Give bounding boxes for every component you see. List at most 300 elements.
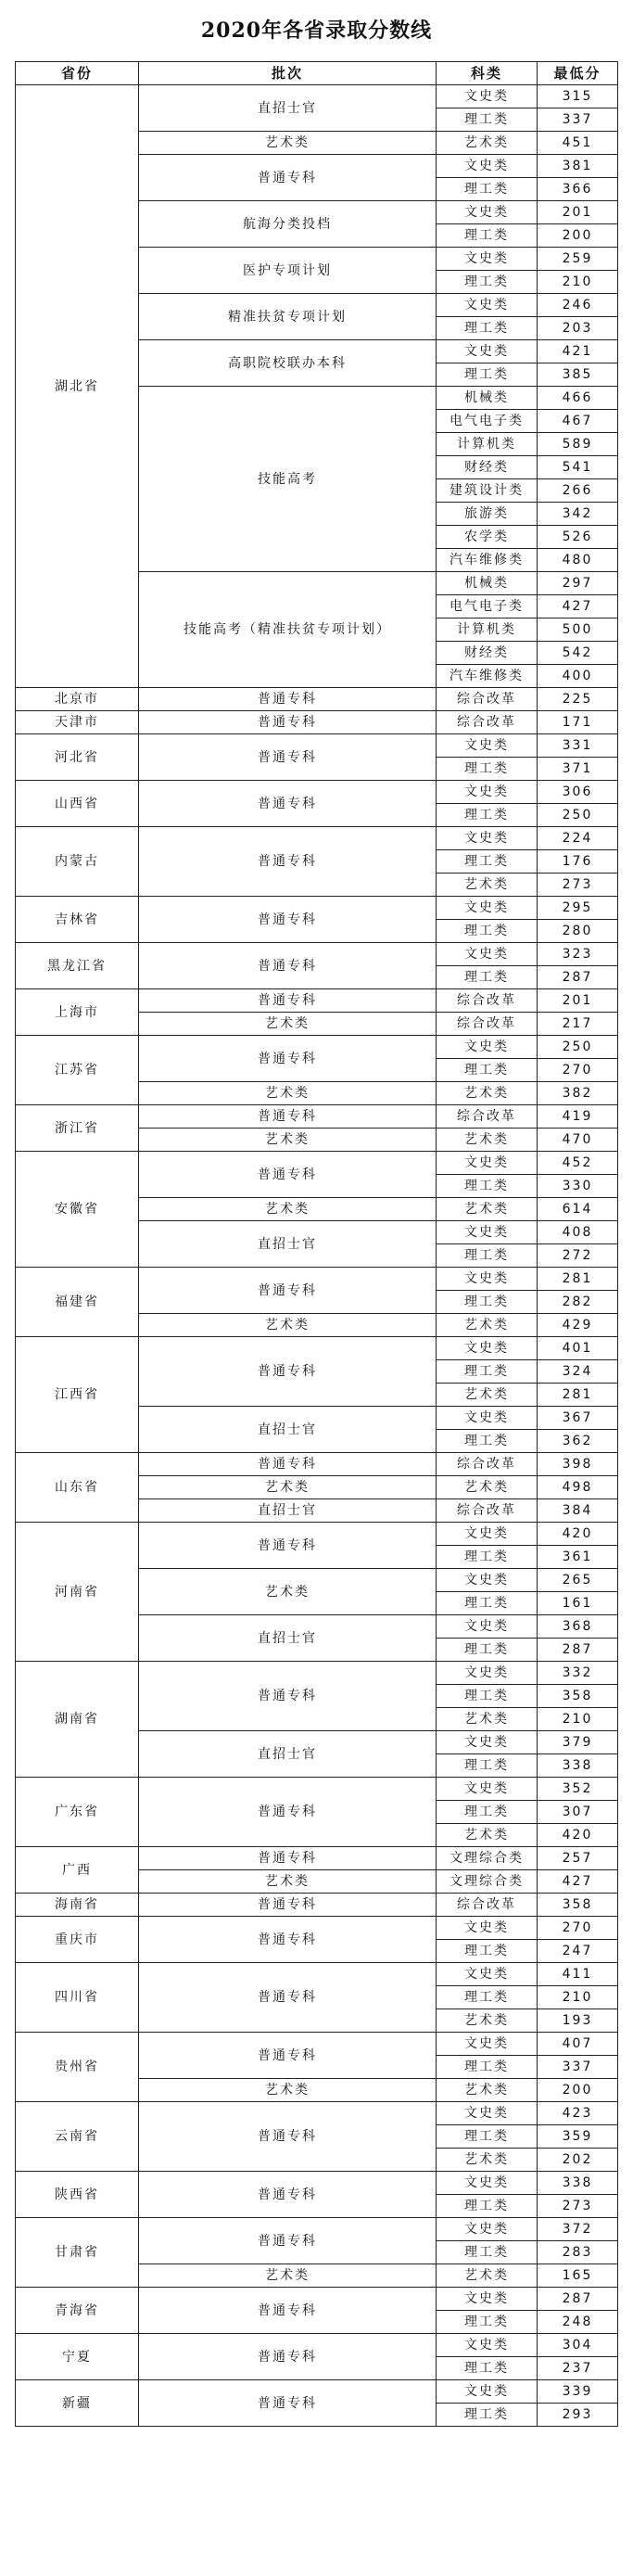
min-score-cell: 359 [538,2125,618,2149]
category-cell: 计算机类 [437,433,538,456]
min-score-cell: 281 [538,1384,618,1407]
min-score-cell: 452 [538,1152,618,1175]
min-score-cell: 614 [538,1198,618,1221]
batch-cell: 普通专科 [139,1917,437,1963]
table-row [16,2218,618,2241]
table-row [16,2102,618,2125]
category-cell: 电气电子类 [437,595,538,618]
province-cell: 湖北省 [16,85,139,688]
table-row [16,1963,618,1986]
min-score-cell: 480 [538,549,618,572]
province-cell: 河北省 [16,734,139,781]
min-score-cell: 281 [538,1268,618,1291]
batch-cell: 艺术类 [139,1129,437,1152]
min-score-cell: 225 [538,688,618,711]
table-row [16,897,618,920]
category-cell: 艺术类 [437,2009,538,2033]
category-cell: 文史类 [437,1778,538,1801]
province-cell: 四川省 [16,1963,139,2033]
min-score-cell: 306 [538,781,618,804]
category-cell: 文史类 [437,2380,538,2404]
min-score-cell: 411 [538,1963,618,1986]
batch-cell: 艺术类 [139,2264,437,2288]
province-cell: 山西省 [16,781,139,827]
min-score-cell: 589 [538,433,618,456]
page-title: 2020年各省录取分数线 [200,19,433,43]
min-score-cell: 246 [538,294,618,317]
province-cell: 新疆 [16,2380,139,2427]
table-row [16,1105,618,1129]
category-cell: 文史类 [437,943,538,966]
min-score-cell: 466 [538,387,618,410]
min-score-cell: 367 [538,1407,618,1430]
min-score-cell: 287 [538,966,618,989]
min-score-cell: 323 [538,943,618,966]
min-score-cell: 203 [538,317,618,340]
header-batch: 批次 [139,62,437,85]
min-score-cell: 176 [538,850,618,874]
min-score-cell: 237 [538,2357,618,2380]
category-cell: 艺术类 [437,2149,538,2172]
category-cell: 文史类 [437,2288,538,2311]
min-score-cell: 371 [538,758,618,781]
min-score-cell: 193 [538,2009,618,2033]
min-score-cell: 362 [538,1430,618,1453]
category-cell: 艺术类 [437,1384,538,1407]
table-row [16,85,618,108]
batch-cell: 艺术类 [139,1198,437,1221]
min-score-cell: 541 [538,456,618,479]
table-row [16,2334,618,2357]
category-cell: 文史类 [437,2033,538,2056]
min-score-cell: 398 [538,1453,618,1476]
min-score-cell: 201 [538,201,618,224]
batch-cell: 普通专科 [139,943,437,989]
table-row [16,1917,618,1940]
min-score-cell: 498 [538,1476,618,1499]
category-cell: 财经类 [437,642,538,665]
min-score-cell: 250 [538,804,618,827]
category-cell: 文史类 [437,1407,538,1430]
min-score-cell: 407 [538,2033,618,2056]
province-cell: 宁夏 [16,2334,139,2380]
min-score-cell: 324 [538,1360,618,1384]
min-score-cell: 427 [538,595,618,618]
category-cell: 理工类 [437,108,538,132]
min-score-cell: 282 [538,1291,618,1314]
table-row [16,2033,618,2056]
province-cell: 吉林省 [16,897,139,943]
min-score-cell: 200 [538,2079,618,2102]
table-body [16,85,618,2427]
min-score-cell: 379 [538,1731,618,1754]
min-score-cell: 165 [538,2264,618,2288]
min-score-cell: 200 [538,224,618,248]
min-score-cell: 420 [538,1523,618,1546]
min-score-cell: 280 [538,920,618,943]
batch-cell: 艺术类 [139,1569,437,1615]
min-score-cell: 451 [538,132,618,155]
batch-cell: 航海分类投档 [139,201,437,248]
batch-cell: 普通专科 [139,1662,437,1731]
min-score-cell: 287 [538,2288,618,2311]
min-score-cell: 304 [538,2334,618,2357]
category-cell: 理工类 [437,1059,538,1082]
category-cell: 电气电子类 [437,410,538,433]
province-cell: 山东省 [16,1453,139,1523]
batch-cell: 艺术类 [139,1314,437,1337]
province-cell: 安徽省 [16,1152,139,1268]
min-score-cell: 283 [538,2241,618,2264]
min-score-cell: 257 [538,1847,618,1870]
table-row [16,827,618,850]
min-score-cell: 295 [538,897,618,920]
category-cell: 文史类 [437,781,538,804]
min-score-cell: 266 [538,479,618,503]
category-cell: 理工类 [437,1592,538,1615]
category-cell: 理工类 [437,363,538,387]
table-row [16,1847,618,1870]
province-cell: 河南省 [16,1523,139,1662]
batch-cell: 普通专科 [139,2380,437,2427]
min-score-cell: 210 [538,271,618,294]
batch-cell: 艺术类 [139,1476,437,1499]
category-cell: 文史类 [437,1731,538,1754]
min-score-cell: 381 [538,155,618,178]
min-score-cell: 342 [538,503,618,526]
province-cell: 福建省 [16,1268,139,1337]
min-score-cell: 366 [538,178,618,201]
min-score-cell: 270 [538,1059,618,1082]
category-cell: 文史类 [437,294,538,317]
category-cell: 综合改革 [437,1453,538,1476]
table-row [16,688,618,711]
category-cell: 理工类 [437,1754,538,1778]
batch-cell: 普通专科 [139,1523,437,1569]
category-cell: 综合改革 [437,711,538,734]
category-cell: 文史类 [437,2102,538,2125]
table-row [16,1337,618,1360]
min-score-cell: 272 [538,1244,618,1268]
category-cell: 文史类 [437,2334,538,2357]
batch-cell: 技能高考 [139,387,437,572]
score-table [15,61,618,2427]
category-cell: 艺术类 [437,1314,538,1337]
category-cell: 理工类 [437,2195,538,2218]
min-score-cell: 401 [538,1337,618,1360]
min-score-cell: 259 [538,248,618,271]
category-cell: 文史类 [437,1615,538,1639]
min-score-cell: 358 [538,1685,618,1708]
category-cell: 文史类 [437,2218,538,2241]
batch-cell: 普通专科 [139,989,437,1013]
province-cell: 天津市 [16,711,139,734]
category-cell: 文史类 [437,827,538,850]
batch-cell: 直招士官 [139,1499,437,1523]
category-cell: 财经类 [437,456,538,479]
province-cell: 黑龙江省 [16,943,139,989]
batch-cell: 艺术类 [139,2079,437,2102]
batch-cell: 普通专科 [139,2172,437,2218]
category-cell: 理工类 [437,2125,538,2149]
min-score-cell: 265 [538,1569,618,1592]
batch-cell: 普通专科 [139,711,437,734]
min-score-cell: 467 [538,410,618,433]
min-score-cell: 307 [538,1801,618,1824]
category-cell: 理工类 [437,2311,538,2334]
min-score-cell: 542 [538,642,618,665]
min-score-cell: 400 [538,665,618,688]
category-cell: 理工类 [437,271,538,294]
min-score-cell: 385 [538,363,618,387]
category-cell: 文史类 [437,1221,538,1244]
min-score-cell: 297 [538,572,618,595]
min-score-cell: 419 [538,1105,618,1129]
category-cell: 艺术类 [437,2079,538,2102]
category-cell: 文理综合类 [437,1847,538,1870]
batch-cell: 普通专科 [139,2288,437,2334]
min-score-cell: 421 [538,340,618,363]
province-cell: 甘肃省 [16,2218,139,2288]
batch-cell: 普通专科 [139,688,437,711]
min-score-cell: 526 [538,526,618,549]
category-cell: 文史类 [437,1036,538,1059]
province-cell: 云南省 [16,2102,139,2172]
min-score-cell: 315 [538,85,618,108]
table-row [16,734,618,758]
batch-cell: 艺术类 [139,1870,437,1894]
table-row [16,1152,618,1175]
category-cell: 机械类 [437,572,538,595]
category-cell: 计算机类 [437,618,538,642]
min-score-cell: 217 [538,1013,618,1036]
table-header-row [16,62,618,85]
table-row [16,1453,618,1476]
batch-cell: 医护专项计划 [139,248,437,294]
header-min-score: 最低分 [538,62,618,85]
batch-cell: 艺术类 [139,1013,437,1036]
category-cell: 理工类 [437,966,538,989]
category-cell: 理工类 [437,2357,538,2380]
category-cell: 汽车维修类 [437,549,538,572]
batch-cell: 普通专科 [139,1894,437,1917]
min-score-cell: 358 [538,1894,618,1917]
category-cell: 文史类 [437,1268,538,1291]
batch-cell: 艺术类 [139,1082,437,1105]
province-cell: 内蒙古 [16,827,139,897]
category-cell: 理工类 [437,804,538,827]
category-cell: 艺术类 [437,1082,538,1105]
min-score-cell: 210 [538,1708,618,1731]
min-score-cell: 247 [538,1940,618,1963]
batch-cell: 普通专科 [139,2218,437,2264]
province-cell: 广西 [16,1847,139,1894]
min-score-cell: 337 [538,2056,618,2079]
min-score-cell: 427 [538,1870,618,1894]
min-score-cell: 337 [538,108,618,132]
batch-cell: 普通专科 [139,781,437,827]
min-score-cell: 408 [538,1221,618,1244]
min-score-cell: 331 [538,734,618,758]
province-cell: 贵州省 [16,2033,139,2102]
category-cell: 综合改革 [437,1013,538,1036]
batch-cell: 普通专科 [139,1453,437,1476]
category-cell: 理工类 [437,1940,538,1963]
table-row [16,1778,618,1801]
min-score-cell: 382 [538,1082,618,1105]
category-cell: 汽车维修类 [437,665,538,688]
min-score-cell: 384 [538,1499,618,1523]
category-cell: 理工类 [437,1546,538,1569]
category-cell: 艺术类 [437,2264,538,2288]
category-cell: 文史类 [437,1523,538,1546]
min-score-cell: 202 [538,2149,618,2172]
category-cell: 文史类 [437,155,538,178]
batch-cell: 普通专科 [139,2334,437,2380]
batch-cell: 普通专科 [139,1337,437,1407]
category-cell: 文史类 [437,85,538,108]
header-category: 科类 [437,62,538,85]
min-score-cell: 338 [538,1754,618,1778]
category-cell: 艺术类 [437,1708,538,1731]
province-cell: 青海省 [16,2288,139,2334]
min-score-cell: 161 [538,1592,618,1615]
table-row [16,711,618,734]
batch-cell: 直招士官 [139,85,437,132]
batch-cell: 技能高考（精准扶贫专项计划） [139,572,437,688]
province-cell: 北京市 [16,688,139,711]
category-cell: 综合改革 [437,688,538,711]
table-row [16,1268,618,1291]
table-row [16,1662,618,1685]
province-cell: 海南省 [16,1894,139,1917]
min-score-cell: 368 [538,1615,618,1639]
category-cell: 理工类 [437,1244,538,1268]
batch-cell: 普通专科 [139,1036,437,1082]
category-cell: 理工类 [437,317,538,340]
min-score-cell: 270 [538,1917,618,1940]
category-cell: 旅游类 [437,503,538,526]
min-score-cell: 273 [538,874,618,897]
category-cell: 艺术类 [437,132,538,155]
min-score-cell: 361 [538,1546,618,1569]
category-cell: 理工类 [437,2056,538,2079]
table-row [16,1036,618,1059]
min-score-cell: 171 [538,711,618,734]
category-cell: 文史类 [437,1152,538,1175]
category-cell: 综合改革 [437,989,538,1013]
table-row [16,781,618,804]
batch-cell: 普通专科 [139,1963,437,2033]
batch-cell: 普通专科 [139,1105,437,1129]
min-score-cell: 500 [538,618,618,642]
batch-cell: 直招士官 [139,1221,437,1268]
category-cell: 理工类 [437,1685,538,1708]
min-score-cell: 423 [538,2102,618,2125]
min-score-cell: 273 [538,2195,618,2218]
header-province: 省份 [16,62,139,85]
category-cell: 理工类 [437,1986,538,2009]
batch-cell: 普通专科 [139,827,437,897]
category-cell: 理工类 [437,1360,538,1384]
category-cell: 理工类 [437,1291,538,1314]
category-cell: 文史类 [437,1337,538,1360]
min-score-cell: 201 [538,989,618,1013]
category-cell: 理工类 [437,224,538,248]
min-score-cell: 332 [538,1662,618,1685]
category-cell: 理工类 [437,850,538,874]
batch-cell: 普通专科 [139,1778,437,1847]
category-cell: 文史类 [437,1662,538,1685]
batch-cell: 直招士官 [139,1407,437,1453]
batch-cell: 普通专科 [139,1268,437,1314]
batch-cell: 普通专科 [139,734,437,781]
min-score-cell: 338 [538,2172,618,2195]
category-cell: 理工类 [437,1175,538,1198]
province-cell: 江苏省 [16,1036,139,1105]
table-row [16,1894,618,1917]
province-cell: 陕西省 [16,2172,139,2218]
batch-cell: 高职院校联办本科 [139,340,437,387]
min-score-cell: 293 [538,2404,618,2427]
category-cell: 文史类 [437,734,538,758]
table-row [16,1523,618,1546]
category-cell: 综合改革 [437,1499,538,1523]
batch-cell: 直招士官 [139,1731,437,1778]
min-score-cell: 470 [538,1129,618,1152]
category-cell: 理工类 [437,920,538,943]
min-score-cell: 210 [538,1986,618,2009]
category-cell: 文史类 [437,340,538,363]
batch-cell: 普通专科 [139,1152,437,1198]
province-cell: 浙江省 [16,1105,139,1152]
table-row [16,2380,618,2404]
min-score-cell: 420 [538,1824,618,1847]
category-cell: 艺术类 [437,1198,538,1221]
province-cell: 广东省 [16,1778,139,1847]
batch-cell: 普通专科 [139,2102,437,2172]
category-cell: 理工类 [437,1639,538,1662]
category-cell: 文史类 [437,1963,538,1986]
min-score-cell: 339 [538,2380,618,2404]
min-score-cell: 224 [538,827,618,850]
batch-cell: 普通专科 [139,897,437,943]
province-cell: 上海市 [16,989,139,1036]
min-score-cell: 429 [538,1314,618,1337]
category-cell: 艺术类 [437,1129,538,1152]
min-score-cell: 287 [538,1639,618,1662]
table-row [16,989,618,1013]
category-cell: 文史类 [437,1917,538,1940]
province-cell: 湖南省 [16,1662,139,1778]
category-cell: 文史类 [437,248,538,271]
province-cell: 江西省 [16,1337,139,1453]
min-score-cell: 372 [538,2218,618,2241]
batch-cell: 普通专科 [139,1847,437,1870]
category-cell: 机械类 [437,387,538,410]
category-cell: 文理综合类 [437,1870,538,1894]
table-row [16,2172,618,2195]
category-cell: 艺术类 [437,1476,538,1499]
category-cell: 理工类 [437,2404,538,2427]
category-cell: 建筑设计类 [437,479,538,503]
category-cell: 文史类 [437,201,538,224]
category-cell: 综合改革 [437,1894,538,1917]
min-score-cell: 352 [538,1778,618,1801]
category-cell: 文史类 [437,897,538,920]
min-score-cell: 330 [538,1175,618,1198]
category-cell: 理工类 [437,1430,538,1453]
